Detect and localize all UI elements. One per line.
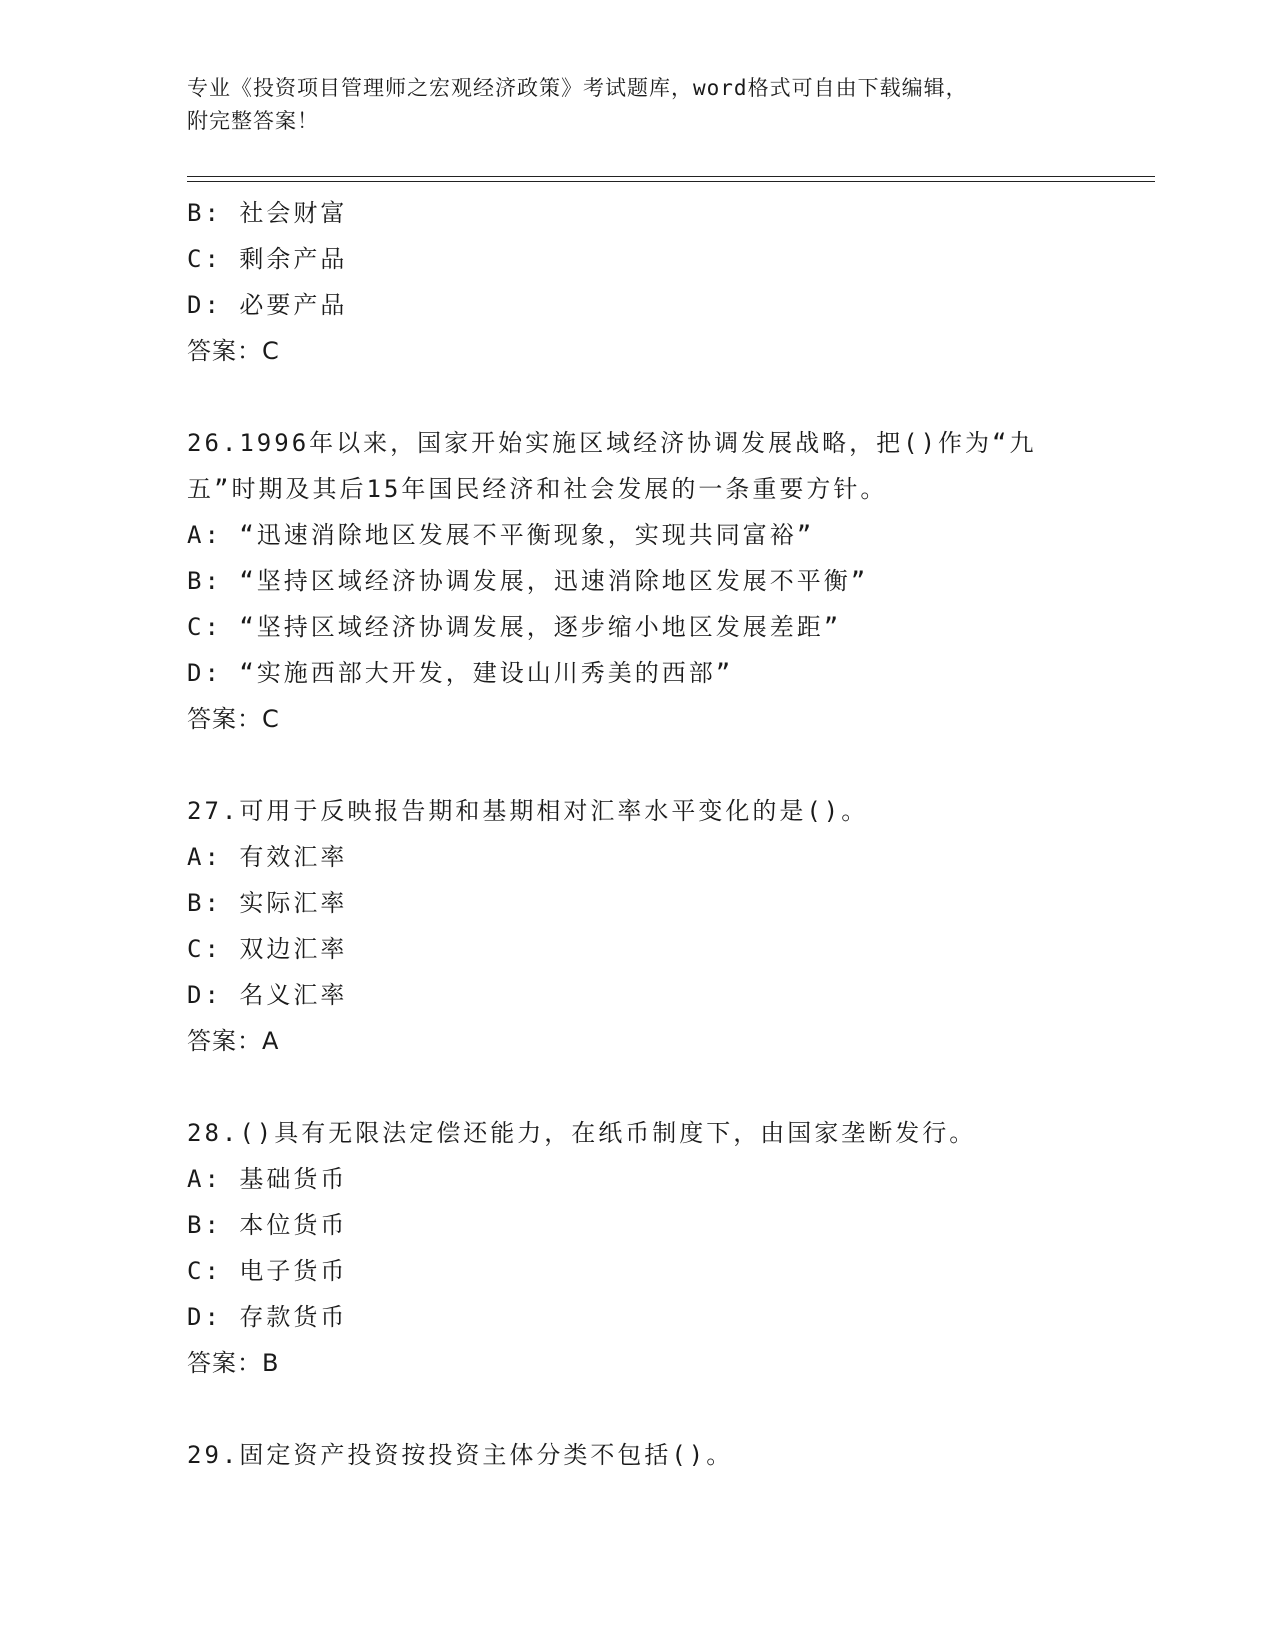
question-stem-line: 五”时期及其后15年国民经济和社会发展的一条重要方针。 [187, 475, 888, 503]
option-d: D: 名义汇率 [187, 981, 348, 1009]
option-a: A: 基础货币 [187, 1165, 348, 1193]
question-27 [187, 788, 1127, 1064]
header-line-1: 专业《投资项目管理师之宏观经济政策》考试题库，word格式可自由下载编辑， [187, 76, 968, 100]
option-d: D: 必要产品 [187, 291, 348, 319]
question-28 [187, 1110, 1127, 1386]
answer: 答案：C [187, 705, 280, 733]
question-29 [187, 1432, 1127, 1478]
question-25-tail [187, 190, 1127, 374]
option-b: B: 社会财富 [187, 199, 348, 227]
option-b: B: 实际汇率 [187, 889, 348, 917]
header-divider-top [187, 176, 1155, 177]
option-c: C: 双边汇率 [187, 935, 348, 963]
question-stem-line: 28.()具有无限法定偿还能力，在纸币制度下，由国家垄断发行。 [187, 1119, 977, 1147]
question-stem-line: 27.可用于反映报告期和基期相对汇率水平变化的是()。 [187, 797, 869, 825]
answer: 答案：B [187, 1349, 280, 1377]
header-line-2: 附完整答案！ [187, 109, 319, 133]
question-stem-line: 29.固定资产投资按投资主体分类不包括()。 [187, 1441, 734, 1469]
question-26 [187, 420, 1127, 742]
option-c: C: 剩余产品 [187, 245, 348, 273]
header-divider-bottom [187, 181, 1155, 182]
option-d: D: “实施西部大开发，建设山川秀美的西部” [187, 659, 734, 687]
document-header [187, 72, 1087, 138]
option-b: B: “坚持区域经济协调发展，迅速消除地区发展不平衡” [187, 567, 869, 595]
option-c: C: 电子货币 [187, 1257, 348, 1285]
option-a: A: “迅速消除地区发展不平衡现象，实现共同富裕” [187, 521, 815, 549]
question-stem-line: 26.1996年以来，国家开始实施区域经济协调发展战略，把()作为“九 [187, 429, 1037, 457]
option-b: B: 本位货币 [187, 1211, 348, 1239]
option-c: C: “坚持区域经济协调发展，逐步缩小地区发展差距” [187, 613, 842, 641]
option-d: D: 存款货币 [187, 1303, 348, 1331]
question-list [187, 190, 1127, 1478]
answer: 答案：A [187, 1027, 280, 1055]
answer: 答案：C [187, 337, 280, 365]
option-a: A: 有效汇率 [187, 843, 348, 871]
